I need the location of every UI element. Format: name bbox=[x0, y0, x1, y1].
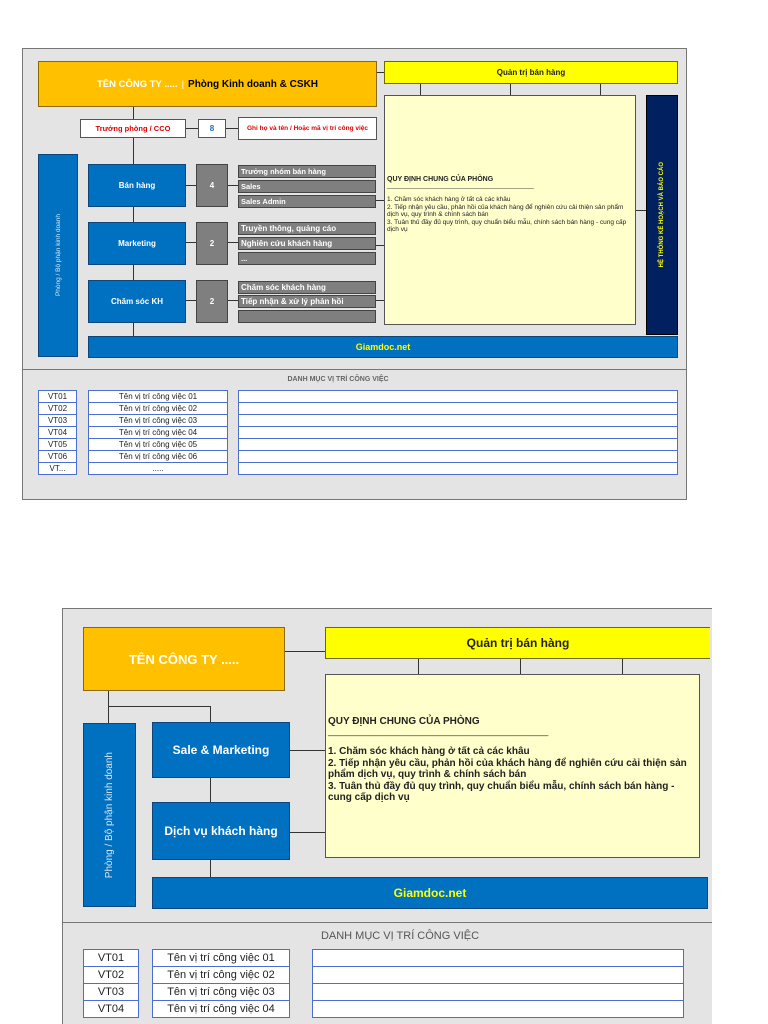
position-code: VT... bbox=[38, 462, 77, 475]
rules-divider-2: ____________________________________________ bbox=[328, 726, 549, 736]
connector bbox=[228, 300, 238, 301]
team-count bbox=[196, 222, 228, 265]
position-detail bbox=[312, 949, 684, 967]
team-name-2: Sale & Marketing bbox=[172, 743, 270, 757]
team-name-2: Dịch vụ khách hàng bbox=[164, 824, 278, 838]
team-customer-service bbox=[152, 802, 290, 860]
team-count bbox=[196, 164, 228, 207]
connector bbox=[228, 185, 238, 186]
rules-panel bbox=[384, 95, 636, 325]
position-code: VT04 bbox=[83, 1000, 139, 1018]
connector bbox=[108, 706, 210, 707]
department-name: Phòng Kinh doanh & CSKH bbox=[188, 78, 319, 90]
connector bbox=[290, 750, 325, 751]
connector bbox=[133, 107, 134, 119]
position-detail bbox=[238, 462, 678, 475]
side-label-2: Phòng / Bộ phận kinh doanh bbox=[104, 751, 115, 879]
org-chart-1-divider bbox=[22, 369, 687, 370]
task-item bbox=[238, 310, 376, 323]
position-code: VT05 bbox=[38, 438, 77, 451]
connector bbox=[108, 691, 109, 723]
position-detail bbox=[312, 966, 684, 984]
position-name: Tên vị trí công việc 04 bbox=[152, 1000, 290, 1018]
head-count-box bbox=[198, 119, 226, 138]
position-code: VT03 bbox=[38, 414, 77, 427]
connector bbox=[418, 659, 419, 674]
connector bbox=[622, 659, 623, 674]
position-name: Tên vị trí công việc 04 bbox=[88, 426, 228, 439]
position-name: Tên vị trí công việc 06 bbox=[88, 450, 228, 463]
note-text: Ghi họ và tên / Hoặc mã vị trí công việc bbox=[246, 124, 368, 132]
position-code: VT02 bbox=[38, 402, 77, 415]
connector bbox=[636, 210, 646, 211]
position-name: Tên vị trí công việc 01 bbox=[152, 949, 290, 967]
position-code: VT01 bbox=[38, 390, 77, 403]
company-name-2: TÊN CÔNG TY ..... bbox=[128, 651, 240, 667]
connector bbox=[186, 128, 198, 129]
manager-title-2: Quản trị bán hàng bbox=[466, 636, 570, 650]
position-detail bbox=[312, 1000, 684, 1018]
manager-box-2 bbox=[325, 627, 710, 659]
reporting-system-box bbox=[646, 95, 678, 335]
connector bbox=[285, 651, 325, 652]
connector bbox=[210, 706, 211, 722]
position-name: Tên vị trí công việc 01 bbox=[88, 390, 228, 403]
rules-panel-2 bbox=[325, 674, 700, 858]
position-name: Tên vị trí công việc 03 bbox=[152, 983, 290, 1001]
side-label-box bbox=[38, 154, 78, 357]
team-name: Chăm sóc KH bbox=[110, 297, 163, 306]
task-item: Tiếp nhận & xử lý phản hồi bbox=[238, 295, 376, 308]
connector bbox=[376, 300, 384, 301]
team-count-value: 4 bbox=[209, 181, 215, 190]
team-marketing bbox=[88, 222, 186, 265]
side-label-box-2 bbox=[83, 723, 136, 907]
org-chart-2-divider bbox=[62, 922, 712, 923]
task-item: Sales bbox=[238, 180, 376, 193]
team-count-value: 2 bbox=[209, 297, 215, 306]
position-name: ..... bbox=[88, 462, 228, 475]
position-name: Tên vị trí công việc 03 bbox=[88, 414, 228, 427]
connector bbox=[520, 659, 521, 674]
task-item: Sales Admin bbox=[238, 195, 376, 208]
head-role-box bbox=[80, 119, 186, 138]
team-sale-marketing bbox=[152, 722, 290, 778]
connector bbox=[210, 860, 211, 877]
header-separator: | bbox=[181, 78, 185, 90]
reporting-label: HỆ THỐNG KẾ HOẠCH VÀ BÁO CÁO bbox=[659, 162, 665, 268]
connector bbox=[290, 832, 325, 833]
manager-title: Quản trị bán hàng bbox=[496, 68, 566, 77]
position-name: Tên vị trí công việc 02 bbox=[88, 402, 228, 415]
company-header-2 bbox=[83, 627, 285, 691]
rules-divider: ____________________________________________ bbox=[387, 183, 534, 189]
task-item: Truyền thông, quảng cáo bbox=[238, 222, 376, 235]
task-item: Nghiên cứu khách hàng bbox=[238, 237, 376, 250]
connector bbox=[186, 242, 196, 243]
connector bbox=[186, 300, 196, 301]
rules-title-2: QUY ĐỊNH CHUNG CỦA PHÒNG bbox=[328, 716, 480, 727]
team-name: Bán hàng bbox=[118, 181, 156, 190]
footer-bar-2 bbox=[152, 877, 708, 909]
footer-brand-2: Giamdoc.net bbox=[393, 886, 467, 900]
position-name: Tên vị trí công việc 02 bbox=[152, 966, 290, 984]
connector bbox=[226, 128, 238, 129]
head-count: 8 bbox=[209, 124, 215, 133]
team-count-value: 2 bbox=[209, 239, 215, 248]
head-role: Trưởng phòng / CCO bbox=[95, 124, 171, 133]
position-code: VT02 bbox=[83, 966, 139, 984]
team-name: Marketing bbox=[118, 239, 156, 248]
team-sales bbox=[88, 164, 186, 207]
connector bbox=[228, 242, 238, 243]
connector bbox=[186, 185, 196, 186]
manager-box bbox=[384, 61, 678, 84]
rules-title: QUY ĐỊNH CHUNG CỦA PHÒNG bbox=[387, 176, 494, 183]
rules-text-2: 1. Chăm sóc khách hàng ở tất cả các khâu 2. Tiếp nhận yêu cầu, phản hồi của khách hàng để nghiên cứu cải thiện sản phẩm dịch vụ, quy trình & chính sách bán 3. Tuân thủ đầy đủ quy trình, quy chuẩn biểu mẫu, chính sách bán hàng - cung cấp dịch vụ bbox=[328, 746, 687, 803]
task-item: ... bbox=[238, 252, 376, 265]
company-header bbox=[38, 61, 377, 107]
position-code: VT04 bbox=[38, 426, 77, 439]
note-box bbox=[238, 117, 377, 140]
position-code: VT03 bbox=[83, 983, 139, 1001]
task-item: Trưởng nhóm bán hàng bbox=[238, 165, 376, 178]
position-code: VT01 bbox=[83, 949, 139, 967]
team-customer-care bbox=[88, 280, 186, 323]
company-name: TÊN CÔNG TY ..... bbox=[96, 78, 178, 90]
connector bbox=[210, 778, 211, 802]
team-count bbox=[196, 280, 228, 323]
position-detail bbox=[312, 983, 684, 1001]
rules-text: 1. Chăm sóc khách hàng ở tất cả các khâu 2. Tiếp nhận yêu cầu, phản hồi của khách hàng để nghiên cứu cải thiện sản phẩm dịch vụ, quy trình & chính sách bán 3. Tuân thủ đầy đủ quy trình, quy chuẩn biểu mẫu, chính sách bán hàng - cung cấp dịch vụ bbox=[387, 196, 627, 233]
connector bbox=[376, 245, 384, 246]
footer-bar bbox=[88, 336, 678, 358]
position-code: VT06 bbox=[38, 450, 77, 463]
list-title-2: DANH MỤC VỊ TRÍ CÔNG VIỆC bbox=[320, 930, 480, 942]
side-label: Phòng / Bộ phận kinh doanh bbox=[54, 214, 62, 297]
list-title: DANH MỤC VỊ TRÍ CÔNG VIỆC bbox=[287, 375, 389, 383]
footer-brand: Giamdoc.net bbox=[355, 342, 411, 352]
task-item: Chăm sóc khách hàng bbox=[238, 281, 376, 294]
position-name: Tên vị trí công việc 05 bbox=[88, 438, 228, 451]
connector bbox=[376, 200, 384, 201]
